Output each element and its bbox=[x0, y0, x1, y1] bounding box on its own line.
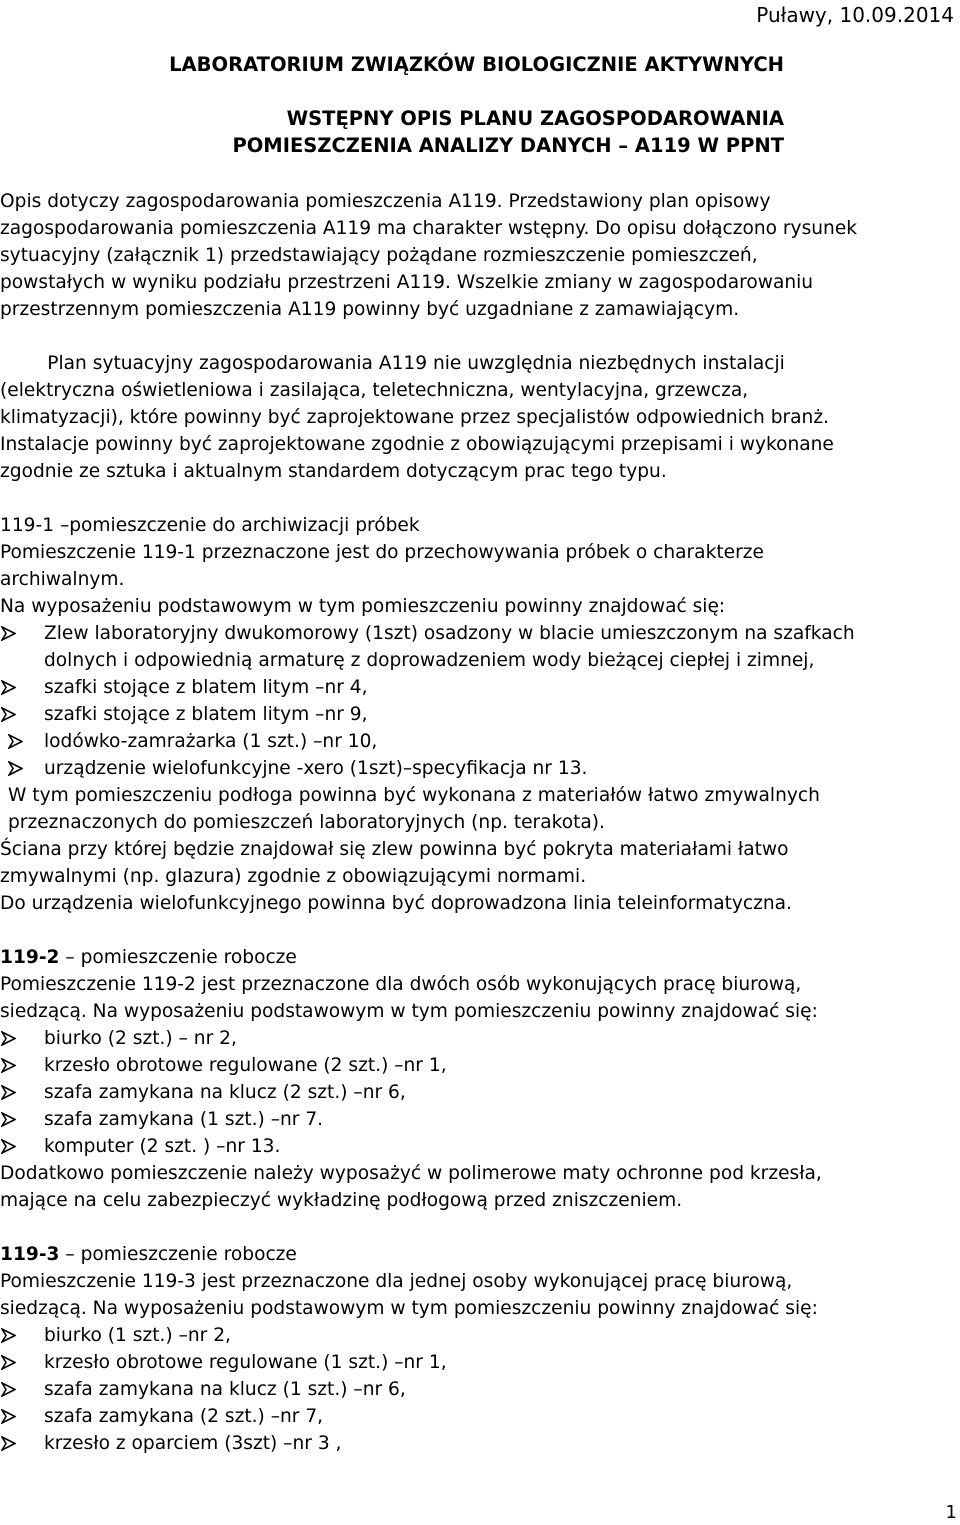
room-number: 119-2 bbox=[0, 947, 60, 968]
wall-note: Ściana przy której będzie znajdował się zlew powinna być pokryta materiałami łatwo bbox=[0, 839, 789, 860]
wall-note: zmywalnymi (np. glazura) zgodnie z obowiązującymi normami. bbox=[0, 866, 587, 887]
equipment-list-item bbox=[0, 701, 960, 728]
equipment-item-text: lodówko-zamrażarka (1 szt.) –nr 10, bbox=[44, 731, 378, 752]
room-119-3-section bbox=[0, 1241, 960, 1457]
arrow-bullet-icon bbox=[1, 1106, 23, 1133]
floor-note: przeznaczonych do pomieszczeń laboratoryjnych (np. terakota). bbox=[8, 812, 605, 833]
equipment-intro: Na wyposażeniu podstawowym w tym pomieszczeniu powinny znajdować się: bbox=[0, 596, 726, 617]
room-heading bbox=[0, 1241, 960, 1268]
equipment-list-item bbox=[0, 1133, 960, 1160]
equipment-item-text: biurko (2 szt.) – nr 2, bbox=[44, 1028, 237, 1049]
equipment-list-item bbox=[0, 1079, 960, 1106]
network-note: Do urządzenia wielofunkcyjnego powinna być doprowadzona linia teleinformatyczna. bbox=[0, 893, 792, 914]
intro-line: sytuacyjny (załącznik 1) przedstawiający pożądane rozmieszczenie pomieszczeń, bbox=[0, 245, 758, 266]
equipment-item-text: szafa zamykana na klucz (1 szt.) –nr 6, bbox=[44, 1379, 406, 1400]
equipment-item-text: krzesło z oparciem (3szt) –nr 3 , bbox=[44, 1433, 342, 1454]
arrow-bullet-icon bbox=[1, 1403, 23, 1430]
room-heading-text: – pomieszczenie robocze bbox=[59, 947, 297, 968]
room-description-line: siedzącą. Na wyposażeniu podstawowym w tym pomieszczeniu powinny znajdować się: bbox=[0, 1001, 818, 1022]
equipment-item-text: krzesło obrotowe regulowane (2 szt.) –nr 1, bbox=[44, 1055, 447, 1076]
room-119-2-section bbox=[0, 944, 960, 1214]
intro-line: przestrzennym pomieszczenia A119 powinny być uzgadniane z zamawiającym. bbox=[0, 299, 740, 320]
room-heading-text: – pomieszczenie robocze bbox=[59, 1244, 297, 1265]
equipment-list-item bbox=[0, 1376, 960, 1403]
equipment-item-text: szafki stojące z blatem litym –nr 9, bbox=[44, 704, 368, 725]
plan-line: (elektryczna oświetleniowa i zasilająca, teletechniczna, wentylacyjna, grzewcza, bbox=[0, 380, 749, 401]
equipment-list-item bbox=[0, 1430, 960, 1457]
lab-name: LABORATORIUM ZWIĄZKÓW BIOLOGICZNIE AKTYWNYCH bbox=[169, 53, 784, 76]
arrow-bullet-icon bbox=[1, 620, 23, 647]
arrow-bullet-icon bbox=[1, 1322, 23, 1349]
plan-line: klimatyzacji), które powinny być zaprojektowane przez specjalistów odpowiednich branż. bbox=[0, 407, 829, 428]
room-description-line: Pomieszczenie 119-1 przeznaczone jest do przechowywania próbek o charakterze bbox=[0, 542, 764, 563]
room-description-line: Pomieszczenie 119-3 jest przeznaczone dla jednej osoby wykonującej pracę biurową, bbox=[0, 1271, 793, 1292]
room-description-line: siedzącą. Na wyposażeniu podstawowym w tym pomieszczeniu powinny znajdować się: bbox=[0, 1298, 818, 1319]
plan-line: Instalacje powinny być zaprojektowane zgodnie z obowiązującymi przepisami i wykonane bbox=[0, 434, 834, 455]
arrow-bullet-icon bbox=[1, 1133, 23, 1160]
equipment-item-text: szafa zamykana (2 szt.) –nr 7, bbox=[44, 1406, 324, 1427]
document-title-line-1: WSTĘPNY OPIS PLANU ZAGOSPODAROWANIA bbox=[286, 107, 784, 130]
room-description-line: Pomieszczenie 119-2 jest przeznaczone dla dwóch osób wykonujących pracę biurową, bbox=[0, 974, 802, 995]
extra-note: mające na celu zabezpieczyć wykładzinę podłogową przed zniszczeniem. bbox=[0, 1190, 683, 1211]
arrow-bullet-icon bbox=[1, 1025, 23, 1052]
arrow-bullet-icon bbox=[1, 1430, 23, 1457]
equipment-item-text: szafa zamykana (1 szt.) –nr 7. bbox=[44, 1109, 324, 1130]
equipment-list-item bbox=[0, 1403, 960, 1430]
equipment-item-continuation: dolnych i odpowiednią armaturę z doprowadzeniem wody bieżącej ciepłej i zimnej, bbox=[44, 650, 815, 671]
room-heading bbox=[0, 944, 960, 971]
equipment-list-item bbox=[0, 755, 960, 782]
equipment-item-text: biurko (1 szt.) –nr 2, bbox=[44, 1325, 231, 1346]
equipment-list-item bbox=[0, 674, 960, 701]
equipment-list-item bbox=[0, 728, 960, 755]
arrow-bullet-icon bbox=[1, 1052, 23, 1079]
document-date: Puławy, 10.09.2014 bbox=[756, 3, 954, 27]
room-description-line: archiwalnym. bbox=[0, 569, 125, 590]
floor-note: W tym pomieszczeniu podłoga powinna być wykonana z materiałów łatwo zmywalnych bbox=[8, 785, 820, 806]
equipment-item-text: szafa zamykana na klucz (2 szt.) –nr 6, bbox=[44, 1082, 406, 1103]
plan-paragraph bbox=[0, 350, 960, 485]
arrow-bullet-icon bbox=[1, 674, 23, 701]
plan-line: Plan sytuacyjny zagospodarowania A119 nie uwzględnia niezbędnych instalacji bbox=[0, 353, 785, 374]
intro-line: zagospodarowania pomieszczenia A119 ma charakter wstępny. Do opisu dołączono rysunek bbox=[0, 218, 858, 239]
equipment-list-item bbox=[0, 1349, 960, 1376]
arrow-bullet-icon bbox=[1, 1079, 23, 1106]
arrow-bullet-icon bbox=[8, 755, 30, 782]
arrow-bullet-icon bbox=[1, 701, 23, 728]
page-number: 1 bbox=[945, 1502, 957, 1523]
equipment-item-text: szafki stojące z blatem litym –nr 4, bbox=[44, 677, 368, 698]
equipment-list-item bbox=[0, 620, 960, 647]
extra-note: Dodatkowo pomieszczenie należy wyposażyć w polimerowe maty ochronne pod krzesła, bbox=[0, 1163, 822, 1184]
room-number: 119-3 bbox=[0, 1244, 60, 1265]
equipment-list-item bbox=[0, 1106, 960, 1133]
room-heading: 119-1 –pomieszczenie do archiwizacji próbek bbox=[0, 515, 420, 536]
equipment-list-item bbox=[0, 1052, 960, 1079]
intro-paragraph bbox=[0, 188, 960, 323]
equipment-list-item bbox=[0, 1025, 960, 1052]
plan-line: zgodnie ze sztuka i aktualnym standardem dotyczącym prac tego typu. bbox=[0, 461, 667, 482]
arrow-bullet-icon bbox=[1, 1349, 23, 1376]
equipment-item-text: Zlew laboratoryjny dwukomorowy (1szt) osadzony w blacie umieszczonym na szafkach bbox=[44, 623, 855, 644]
equipment-item-text: urządzenie wielofunkcyjne -xero (1szt)–specyfikacja nr 13. bbox=[44, 758, 588, 779]
arrow-bullet-icon bbox=[1, 1376, 23, 1403]
equipment-item-text: krzesło obrotowe regulowane (1 szt.) –nr 1, bbox=[44, 1352, 447, 1373]
document-title-line-2: POMIESZCZENIA ANALIZY DANYCH – A119 W PPNT bbox=[232, 134, 784, 157]
equipment-list-item bbox=[0, 1322, 960, 1349]
intro-line: powstałych w wyniku podziału przestrzeni A119. Wszelkie zmiany w zagospodarowaniu bbox=[0, 272, 814, 293]
intro-line: Opis dotyczy zagospodarowania pomieszczenia A119. Przedstawiony plan opisowy bbox=[0, 191, 771, 212]
room-119-1-section bbox=[0, 512, 960, 917]
equipment-item-text: komputer (2 szt. ) –nr 13. bbox=[44, 1136, 281, 1157]
arrow-bullet-icon bbox=[8, 728, 30, 755]
